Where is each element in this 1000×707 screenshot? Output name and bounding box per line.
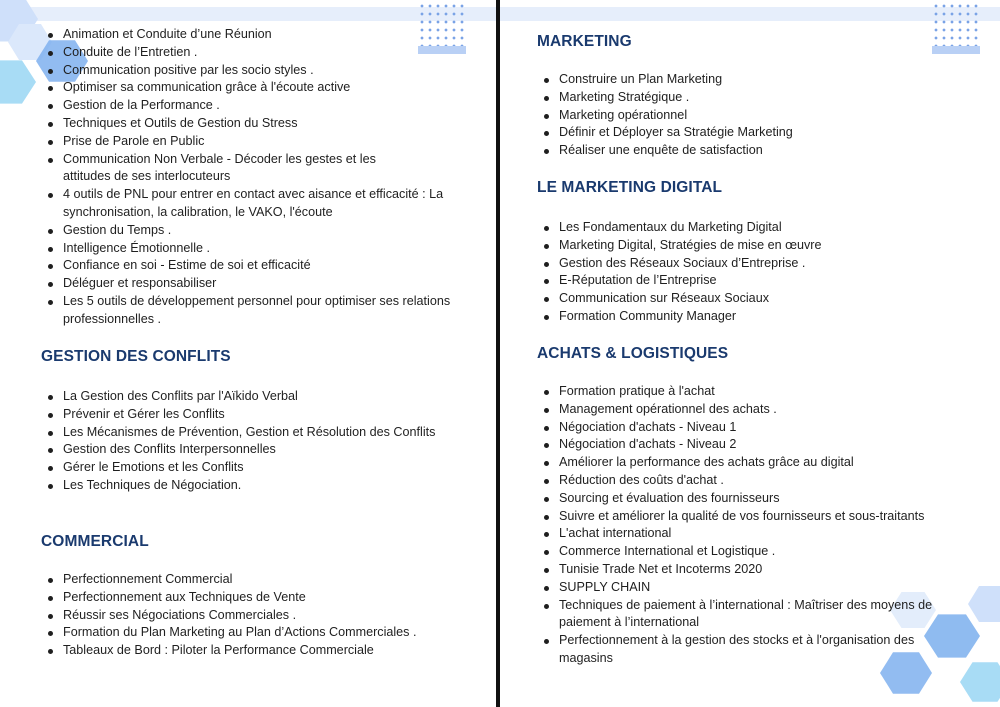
- list-item: Management opérationnel des achats .: [536, 401, 966, 419]
- hexagon-decoration: [960, 660, 1000, 704]
- list-item: Réussir ses Négociations Commerciales .: [40, 607, 480, 625]
- top-decor-band: [30, 7, 1000, 21]
- intro-list: [40, 26, 470, 329]
- commercial-list: [40, 571, 480, 660]
- list-item: Réduction des coûts d'achat .: [536, 472, 966, 490]
- list-item: Déléguer et responsabiliser: [40, 275, 470, 293]
- list-item: Négociation d'achats - Niveau 1: [536, 419, 966, 437]
- marketing-list: [536, 71, 956, 160]
- list-item: Définir et Déployer sa Stratégie Marketing: [536, 124, 956, 142]
- column-divider: [496, 0, 500, 707]
- list-item: Prévenir et Gérer les Conflits: [40, 406, 440, 424]
- list-item: Animation et Conduite d’une Réunion: [40, 26, 470, 44]
- list-item: Tunisie Trade Net et Incoterms 2020: [536, 561, 966, 579]
- list-item: Gérer le Emotions et les Conflits: [40, 459, 440, 477]
- list-item: Optimiser sa communication grâce à l'écoute active: [40, 79, 470, 97]
- list-item: Intelligence Émotionnelle .: [40, 240, 470, 258]
- list-item: E-Réputation de l’Entreprise: [536, 272, 956, 290]
- list-item: Communication Non Verbale - Décoder les gestes et les attitudes de ses interlocuteurs: [40, 151, 418, 187]
- list-item: Conduite de l’Entretien .: [40, 44, 470, 62]
- list-item: Les Mécanismes de Prévention, Gestion et Résolution des Conflits: [40, 424, 440, 442]
- gestion-conflits-list: [40, 388, 440, 495]
- list-item: Communication positive par les socio styles .: [40, 62, 470, 80]
- list-item: Perfectionnement aux Techniques de Vente: [40, 589, 480, 607]
- section-title-commercial: COMMERCIAL: [41, 533, 149, 550]
- list-item: Techniques et Outils de Gestion du Stress: [40, 115, 470, 133]
- list-item: Tableaux de Bord : Piloter la Performance Commerciale: [40, 642, 480, 660]
- section-title-marketing-digital: LE MARKETING DIGITAL: [537, 179, 723, 196]
- list-item: Formation pratique à l'achat: [536, 383, 966, 401]
- list-item: Gestion de la Performance .: [40, 97, 470, 115]
- list-item: Sourcing et évaluation des fournisseurs: [536, 490, 966, 508]
- list-item: Formation Community Manager: [536, 308, 956, 326]
- list-item: Confiance en soi - Estime de soi et efficacité: [40, 257, 470, 275]
- hexagon-decoration: [0, 58, 36, 106]
- list-item: Marketing opérationnel: [536, 107, 956, 125]
- section-title-gestion-conflits: GESTION DES CONFLITS: [41, 348, 231, 365]
- list-item: Prise de Parole en Public: [40, 133, 470, 151]
- list-item: Communication sur Réseaux Sociaux: [536, 290, 956, 308]
- list-item: Gestion des Conflits Interpersonnelles: [40, 441, 440, 459]
- list-item: Marketing Stratégique .: [536, 89, 956, 107]
- list-item: La Gestion des Conflits par l'Aïkido Verbal: [40, 388, 440, 406]
- list-item: L'achat international: [536, 525, 966, 543]
- list-item: Commerce International et Logistique .: [536, 543, 966, 561]
- list-item: Marketing Digital, Stratégies de mise en œuvre: [536, 237, 956, 255]
- dot-grid-decoration: [932, 2, 978, 46]
- list-item: Gestion des Réseaux Sociaux d’Entreprise .: [536, 255, 956, 273]
- list-item: Les Fondamentaux du Marketing Digital: [536, 219, 956, 237]
- achats-list: [536, 383, 966, 668]
- list-item: Perfectionnement Commercial: [40, 571, 480, 589]
- list-item: Suivre et améliorer la qualité de vos fournisseurs et sous-traitants: [536, 508, 944, 526]
- list-item: Réaliser une enquête de satisfaction: [536, 142, 956, 160]
- list-item: Perfectionnement à la gestion des stocks et à l'organisation des magasins: [536, 632, 966, 668]
- list-item: 4 outils de PNL pour entrer en contact avec aisance et efficacité : La synchronisation, la calibration, le VAKO, l'écoute: [40, 186, 470, 222]
- list-item: Gestion du Temps .: [40, 222, 470, 240]
- marketing-digital-list: [536, 219, 956, 326]
- list-item: Formation du Plan Marketing au Plan d’Actions Commerciales .: [40, 624, 480, 642]
- list-item: Les Techniques de Négociation.: [40, 477, 440, 495]
- section-title-marketing: MARKETING: [537, 33, 632, 50]
- section-title-achats-logistiques: ACHATS & LOGISTIQUES: [537, 345, 729, 362]
- list-item: Construire un Plan Marketing: [536, 71, 956, 89]
- hexagon-decoration: [968, 584, 1000, 624]
- list-item: SUPPLY CHAIN: [536, 579, 966, 597]
- list-item: Techniques de paiement à l’international : Maîtriser des moyens de paiement à l’international: [536, 597, 966, 633]
- list-item: Les 5 outils de développement personnel pour optimiser ses relations professionnelles .: [40, 293, 468, 329]
- list-item: Négociation d'achats - Niveau 2: [536, 436, 966, 454]
- list-item: Améliorer la performance des achats grâce au digital: [536, 454, 966, 472]
- dot-grid-bar: [932, 46, 980, 54]
